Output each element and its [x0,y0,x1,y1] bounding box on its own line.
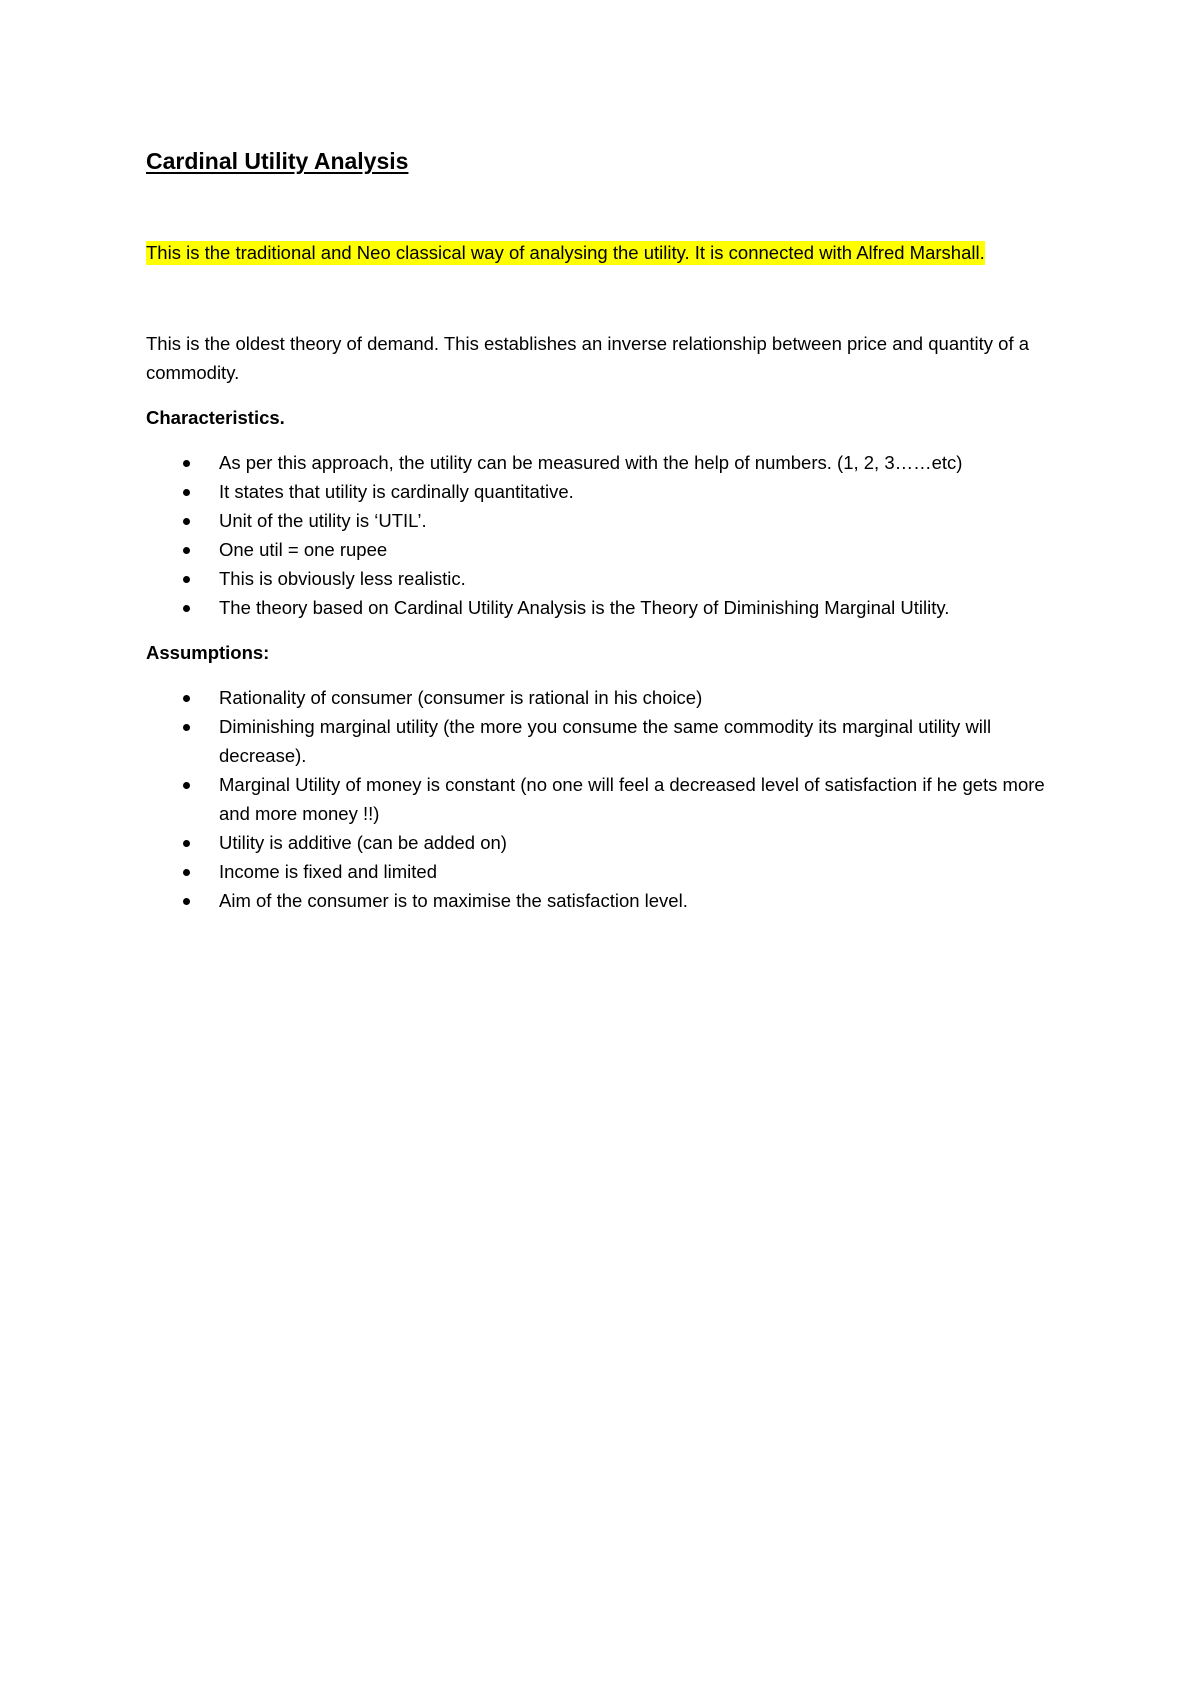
list-item [146,593,1066,622]
list-item [146,712,1066,770]
document-body [146,146,1066,915]
bullet-icon [183,489,190,496]
list-item [146,857,1066,886]
list-item-text: Unit of the utility is ‘UTIL’. [219,510,427,531]
list-item [146,506,1066,535]
list-item-text: Rationality of consumer (consumer is rational in his choice) [219,687,703,708]
list-item-text: Marginal Utility of money is constant (no one will feel a decreased level of satisfaction if he gets more and more money !!) [219,774,1045,824]
bullet-icon [183,576,190,583]
bullet-icon [183,605,190,612]
list-item-text: The theory based on Cardinal Utility Analysis is the Theory of Diminishing Marginal Utility. [219,597,950,618]
assumptions-list [146,683,1066,915]
bullet-icon [183,518,190,525]
bullet-icon [183,460,190,467]
characteristics-heading: Characteristics. [146,407,285,428]
highlighted-text: This is the traditional and Neo classical way of analysing the utility. It is connected with Alfred Marshall. [146,242,985,263]
list-item [146,448,1066,477]
list-item-text: Utility is additive (can be added on) [219,832,507,853]
bullet-icon [183,547,190,554]
list-item-text: Income is fixed and limited [219,861,437,882]
bullet-icon [183,898,190,905]
list-item [146,886,1066,915]
bullet-icon [183,869,190,876]
list-item-text: As per this approach, the utility can be measured with the help of numbers. (1, 2, 3……etc) [219,452,963,473]
body-paragraph: This is the oldest theory of demand. This establishes an inverse relationship between price and quantity of a commodity. [146,333,1030,383]
list-item-text: This is obviously less realistic. [219,568,466,589]
characteristics-list [146,448,1066,622]
document-title: Cardinal Utility Analysis [146,148,409,174]
intro-paragraph [146,238,1066,267]
list-item [146,477,1066,506]
list-item [146,683,1066,712]
bullet-icon [183,695,190,702]
list-item [146,564,1066,593]
assumptions-heading: Assumptions: [146,642,270,663]
bullet-icon [183,782,190,789]
list-item [146,770,1066,828]
bullet-icon [183,840,190,847]
list-item-text: It states that utility is cardinally quantitative. [219,481,574,502]
list-item [146,828,1066,857]
list-item-text: Diminishing marginal utility (the more you consume the same commodity its marginal utility will decrease). [219,716,992,766]
list-item-text: One util = one rupee [219,539,388,560]
list-item [146,535,1066,564]
bullet-icon [183,724,190,731]
list-item-text: Aim of the consumer is to maximise the satisfaction level. [219,890,688,911]
